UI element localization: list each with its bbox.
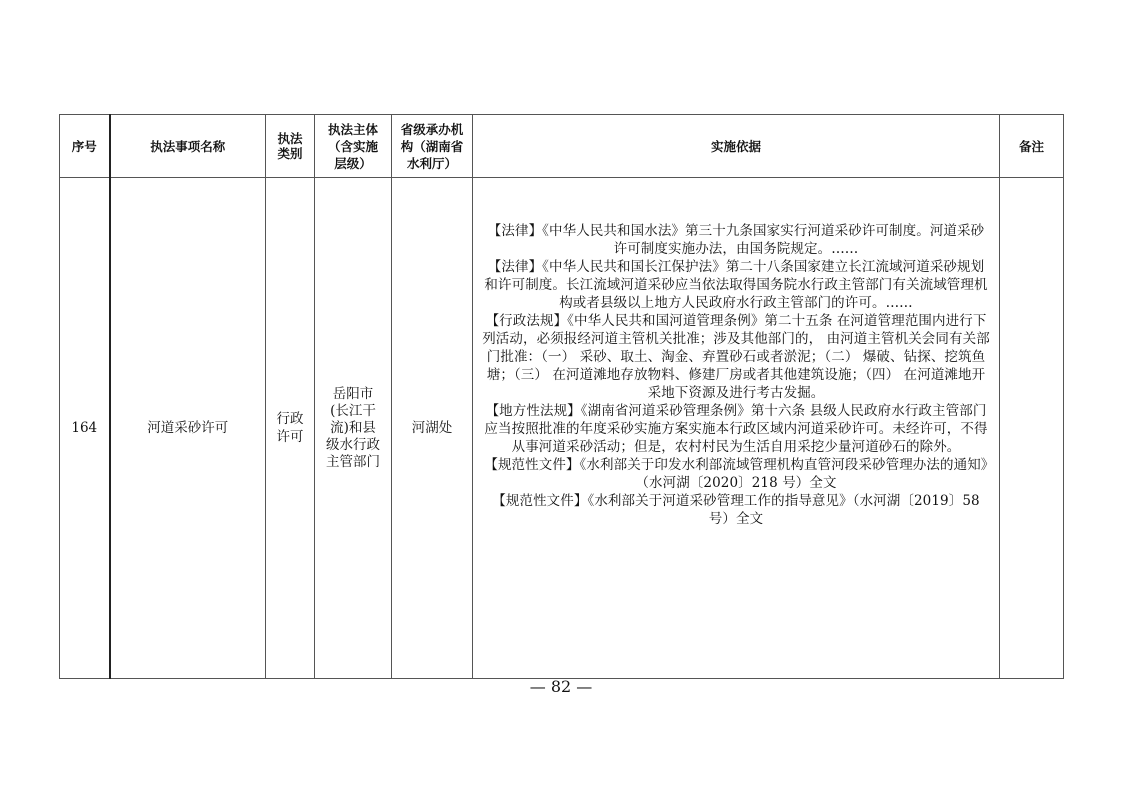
header-category: 执法类别 — [266, 115, 315, 178]
header-seq: 序号 — [60, 115, 110, 178]
basis-paragraph: 【规范性文件】《水利部关于印发水利部流域管理机构直管河段采砂管理办法的通知》（水河湖〔2020〕218 号）全文 — [484, 457, 988, 491]
basis-paragraph: 【法律】《中华人民共和国水法》第三十九条国家实行河道采砂许可制度。河道采砂许可制度实施办法，由国务院规定。…… — [487, 223, 985, 257]
cell-office: 河湖处 — [392, 178, 473, 679]
basis-paragraph: 【法律】《中华人民共和国长江保护法》第二十八条国家建立长江流域河道采砂规划和许可制度。长江流域河道采砂应当依法取得国务院水行政主管部门有关流域管理机构或者县级以上地方人民政府水行政主管部门的许可。…… — [484, 259, 988, 311]
header-remark: 备注 — [1000, 115, 1064, 178]
cell-name: 河道采砂许可 — [110, 178, 266, 679]
cell-category: 行政许可 — [266, 178, 315, 679]
cell-entity: 岳阳市(长江干流)和县级水行政主管部门 — [315, 178, 392, 679]
basis-paragraph: 【地方性法规】《湖南省河道采砂管理条例》第十六条 县级人民政府水行政主管部门应当按照批准的年度采砂实施方案实施本行政区域内河道采砂许可。未经许可，不得从事河道采砂活动；但是，农村村民为生活自用采挖少量河道砂石的除外。 — [484, 403, 988, 455]
header-entity: 执法主体（含实施层级） — [315, 115, 392, 178]
cell-basis — [473, 178, 1000, 679]
enforcement-table — [59, 114, 1064, 679]
header-basis: 实施依据 — [473, 115, 1000, 178]
table-row — [60, 178, 1064, 679]
cell-seq: 164 — [60, 178, 110, 679]
header-row — [60, 115, 1064, 178]
header-office: 省级承办机构（湖南省水利厅） — [392, 115, 473, 178]
basis-paragraph: 【行政法规】《中华人民共和国河道管理条例》第二十五条 在河道管理范围内进行下列活动，必须报经河道主管机关批准；涉及其他部门的， 由河道主管机关会同有关部门批准：（一） 采砂、取土、淘金、弃置砂石或者淤泥；（二） 爆破、钻探、挖筑鱼塘；（三） 在河道滩地存放物料、修建厂房或者其他建筑设施；（四） 在河道滩地开采地下资源及进行考古发掘。 — [482, 313, 990, 401]
header-name: 执法事项名称 — [110, 115, 266, 178]
page-number: — 82 — — [529, 677, 593, 696]
basis-paragraph: 【规范性文件】《水利部关于河道采砂管理工作的指导意见》（水河湖〔2019〕58 号）全文 — [492, 493, 980, 527]
cell-remark — [1000, 178, 1064, 679]
